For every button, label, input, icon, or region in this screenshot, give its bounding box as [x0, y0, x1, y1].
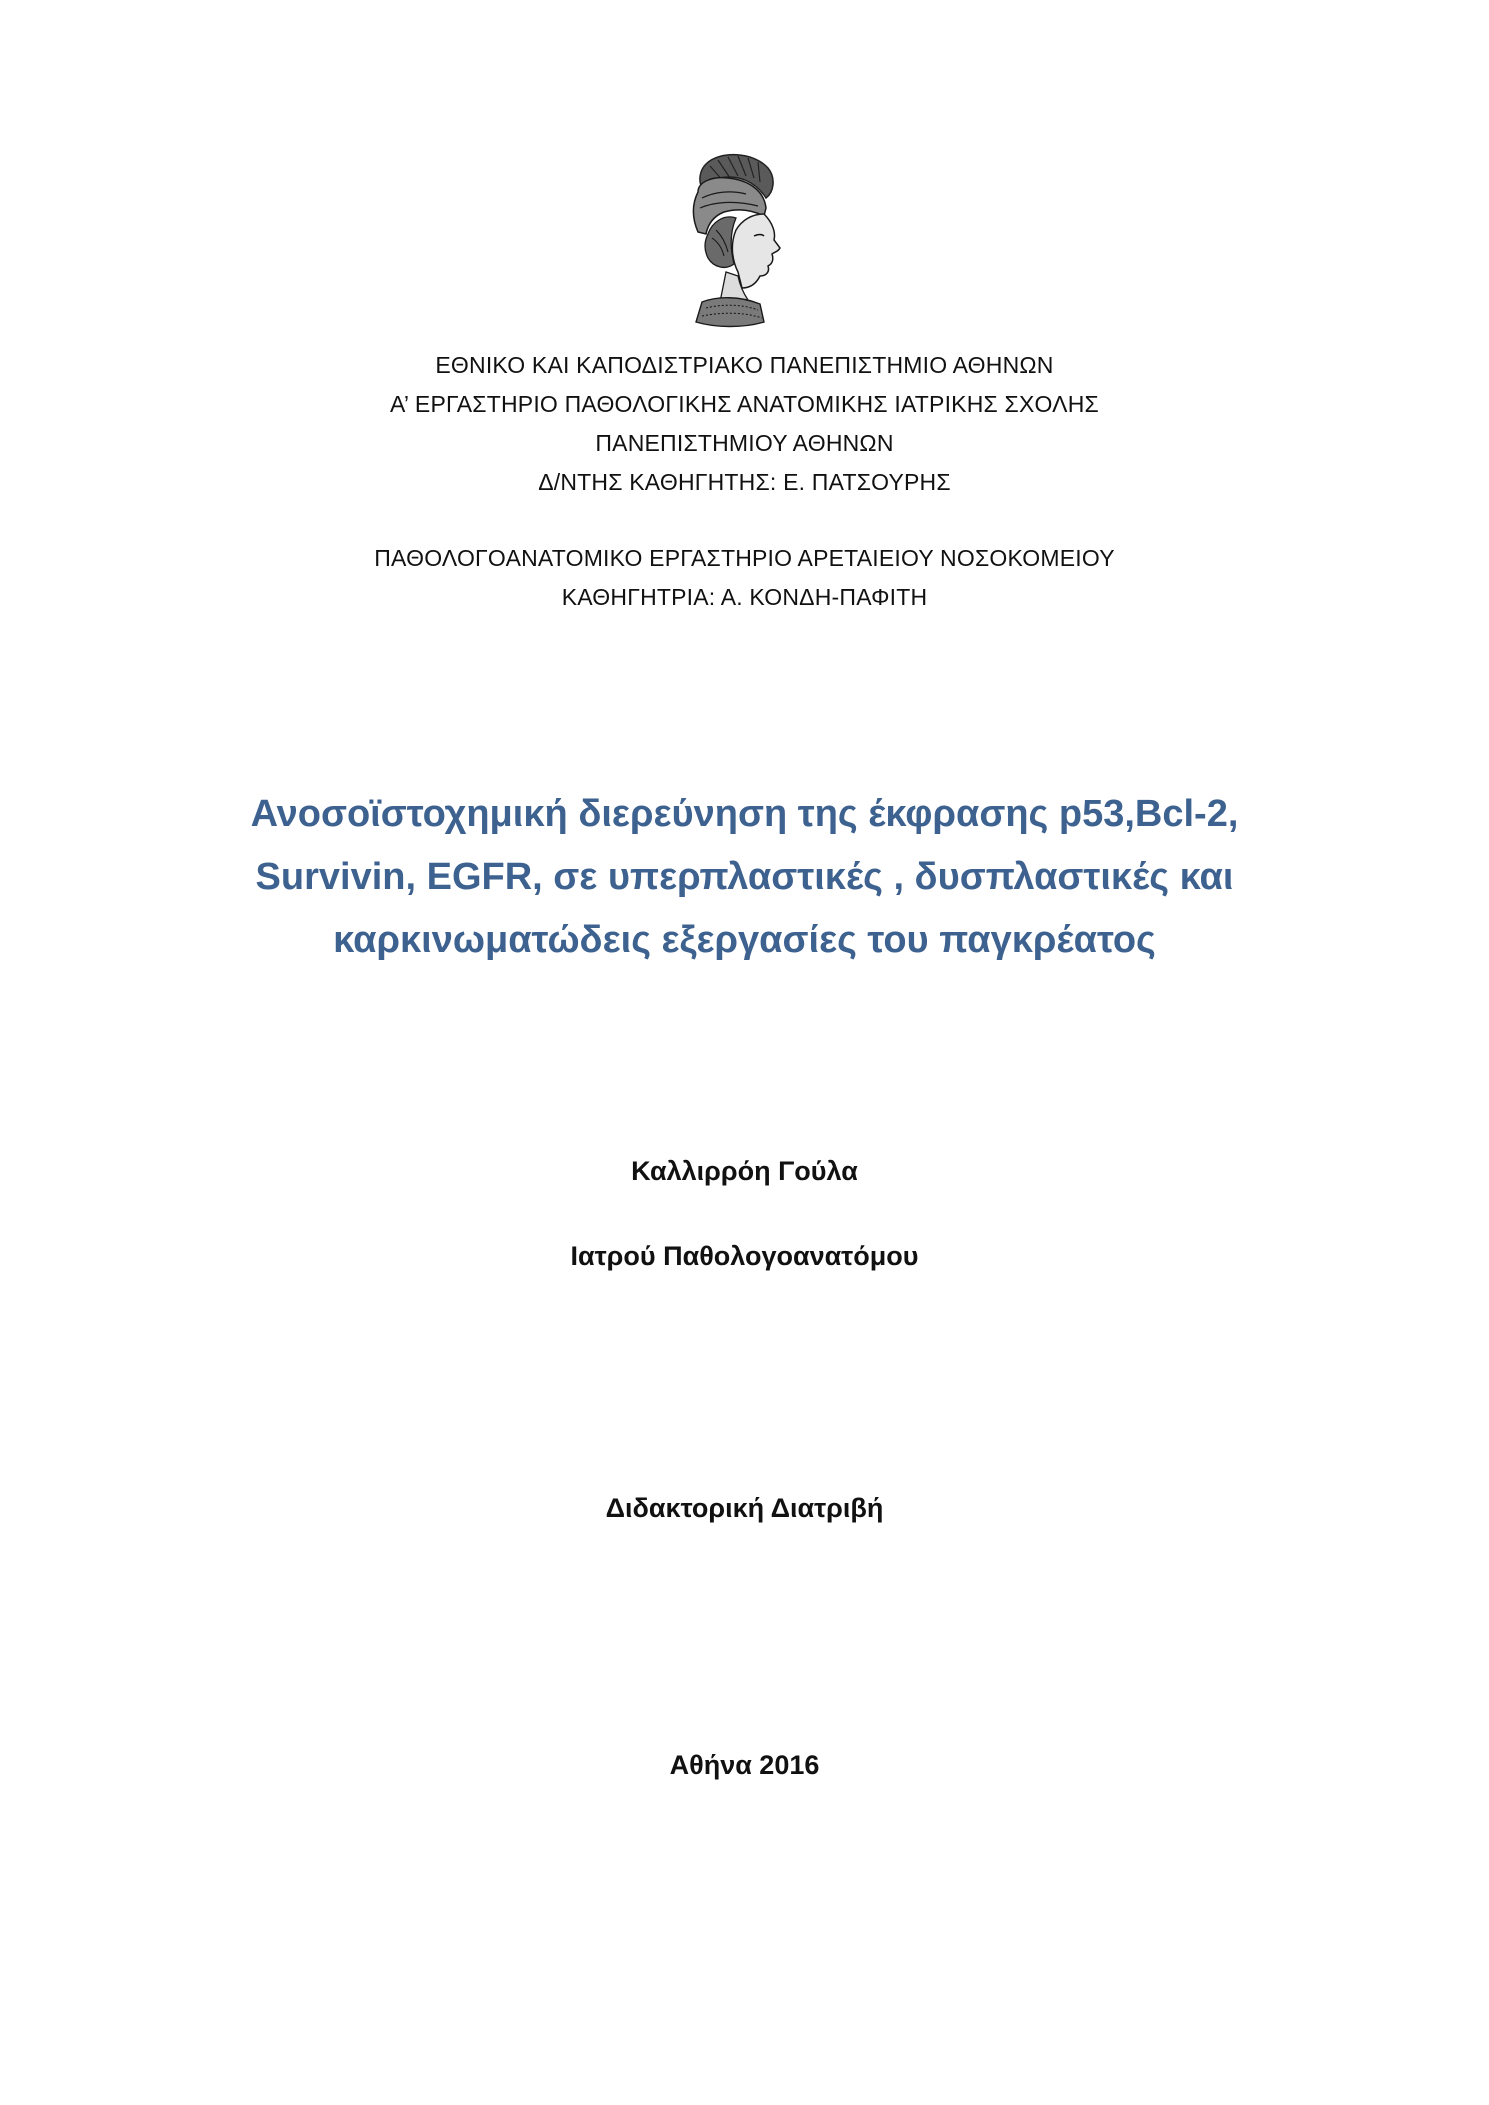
thesis-title — [0, 783, 1489, 972]
thesis-title-line: καρκινωματώδεις εξεργασίες του παγκρέατος — [333, 919, 1156, 961]
author-role: Ιατρού Παθολογοανατόμου — [570, 1241, 919, 1271]
university-name: ΕΘΝΙΚΟ ΚΑΙ ΚΑΠΟΔΙΣΤΡΙΑΚΟ ΠΑΝΕΠΙΣΤΗΜΙΟ ΑΘΗΝΩΝ — [435, 352, 1054, 378]
professor-line: ΚΑΘΗΓΗΤΡΙΑ: Α. ΚΟΝΔΗ-ΠΑΦΙΤΗ — [561, 584, 928, 610]
document-type: Διδακτορική Διατριβή — [605, 1493, 884, 1523]
university-name-continued: ΠΑΝΕΠΙΣΤΗΜΙΟΥ ΑΘΗΝΩΝ — [595, 430, 894, 456]
place-year: Αθήνα 2016 — [669, 1750, 820, 1780]
thesis-title-line: Survivin, EGFR, σε υπερπλαστικές , δυσπλαστικές και — [255, 856, 1234, 898]
athena-head-emblem-icon — [668, 152, 786, 332]
university-header — [0, 346, 1489, 502]
thesis-title-line: Ανοσοϊστοχημική διερεύνηση της έκφρασης p53,Bcl-2, — [250, 793, 1239, 835]
laboratory-name: Α’ ΕΡΓΑΣΤΗΡΙΟ ΠΑΘΟΛΟΓΙΚΗΣ ΑΝΑΤΟΜΙΚΗΣ ΙΑΤΡΙΚΗΣ ΣΧΟΛΗΣ — [390, 391, 1099, 417]
director-line: Δ/ΝΤΗΣ ΚΑΘΗΓΗΤΗΣ: Ε. ΠΑΤΣΟΥΡΗΣ — [538, 469, 951, 495]
hospital-lab-header — [0, 539, 1489, 617]
hospital-lab-name: ΠΑΘΟΛΟΓΟΑΝΑΤΟΜΙΚΟ ΕΡΓΑΣΤΗΡΙΟ ΑΡΕΤΑΙΕΙΟΥ ΝΟΣΟΚΟΜΕΙΟΥ — [374, 545, 1115, 571]
author-name: Καλλιρρόη Γούλα — [631, 1156, 858, 1186]
